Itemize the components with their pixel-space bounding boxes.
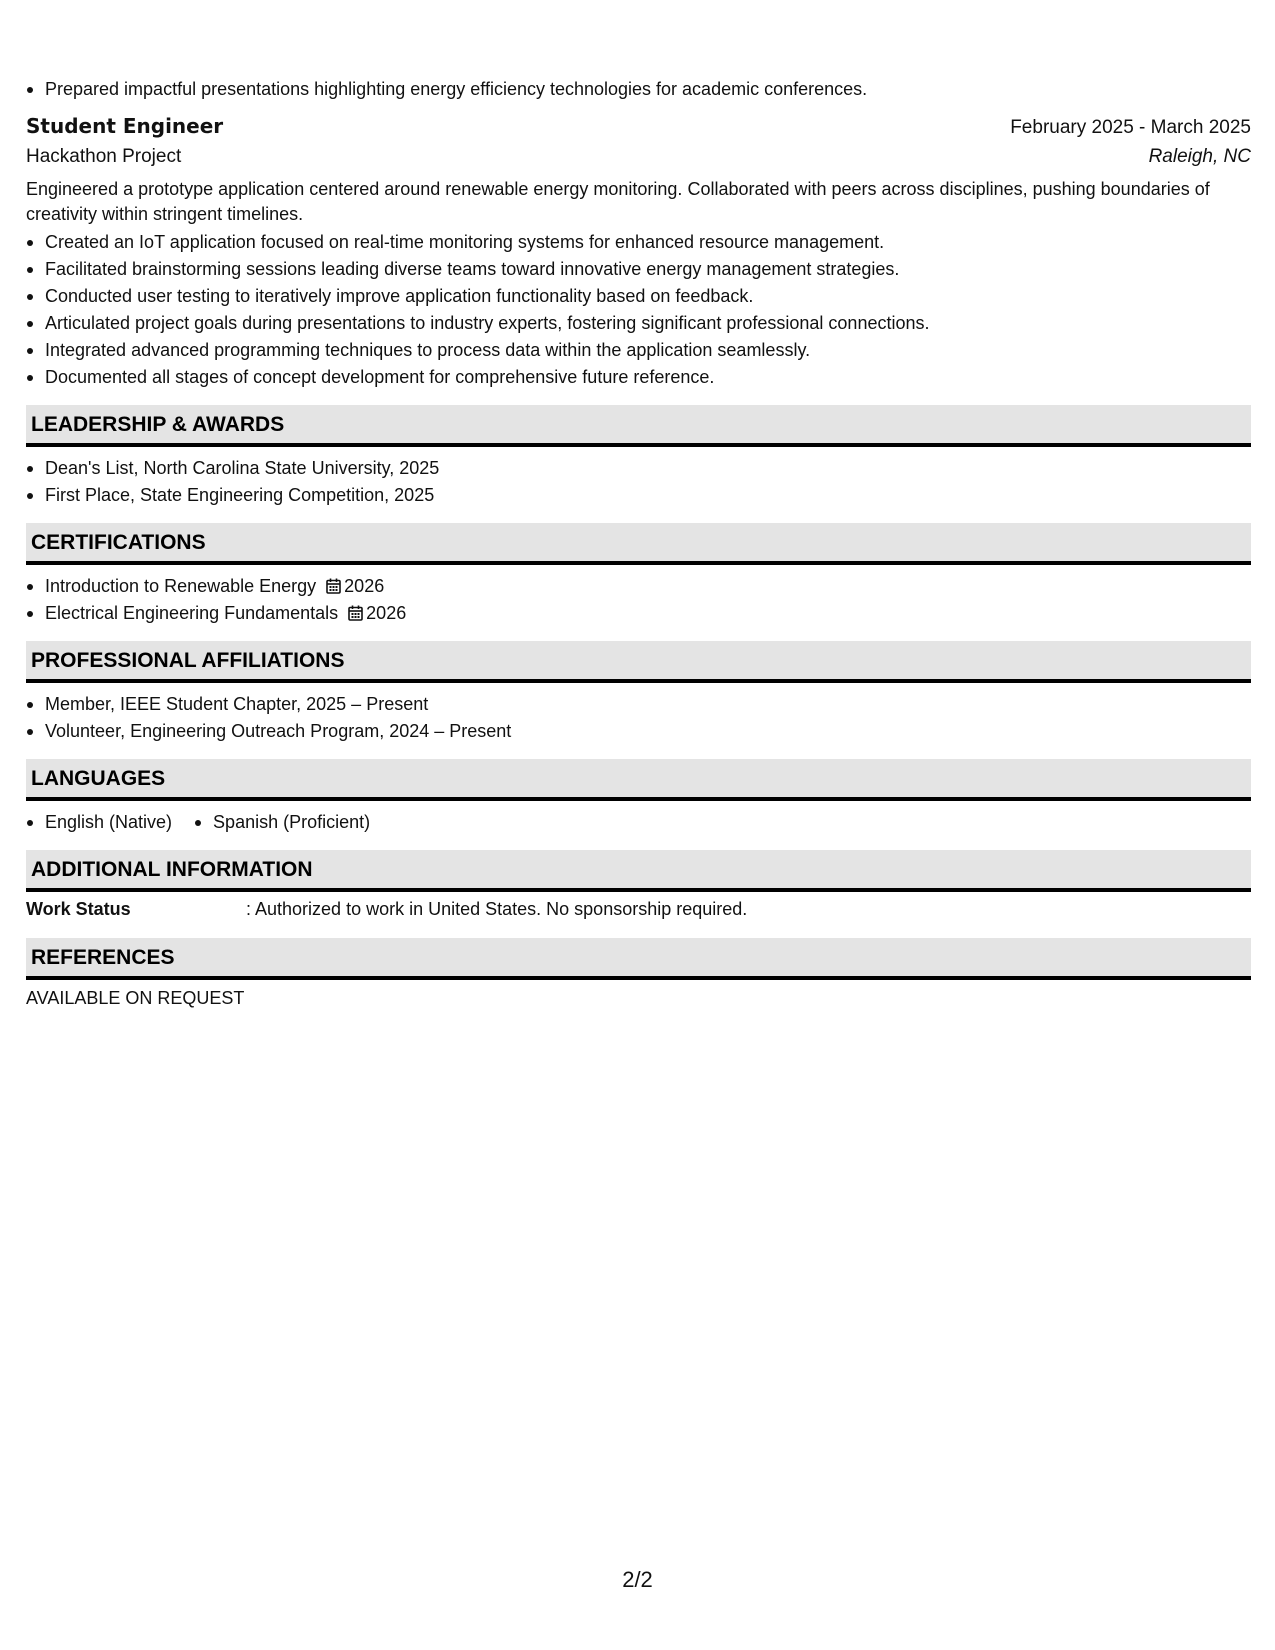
list-item: Prepared impactful presentations highlighting energy efficiency technologies for academic conferences. [26, 76, 1251, 103]
section-title-leadership: LEADERSHIP & AWARDS [26, 405, 1251, 447]
leadership-list [26, 455, 1251, 509]
certification-year: 2026 [344, 576, 385, 596]
list-item: Created an IoT application focused on real-time monitoring systems for enhanced resource management. [26, 229, 1251, 256]
calendar-icon [326, 578, 341, 594]
job-entry [26, 112, 1251, 391]
section-title-references: REFERENCES [26, 938, 1251, 980]
additional-section [26, 850, 1251, 924]
certification-year: 2026 [366, 603, 407, 623]
list-item: Volunteer, Engineering Outreach Program, 2024 – Present [26, 718, 1251, 745]
list-item: Documented all stages of concept development for comprehensive future reference. [26, 364, 1251, 391]
certifications-section [26, 523, 1251, 627]
list-item: Conducted user testing to iteratively improve application functionality based on feedback. [26, 283, 1251, 310]
affiliations-list [26, 691, 1251, 745]
job-organization: Hackathon Project [26, 146, 182, 167]
job-header [26, 112, 1251, 142]
affiliations-section [26, 641, 1251, 745]
work-status-value: : Authorized to work in United States. No sponsorship required. [246, 899, 748, 919]
language-item: English (Native) [26, 809, 172, 836]
list-item: Member, IEEE Student Chapter, 2025 – Present [26, 691, 1251, 718]
language-item: Spanish (Proficient) [194, 809, 370, 836]
references-section [26, 938, 1251, 1011]
list-item: Facilitated brainstorming sessions leading diverse teams toward innovative energy management strategies. [26, 256, 1251, 283]
references-text: AVAILABLE ON REQUEST [26, 988, 245, 1008]
leadership-section [26, 405, 1251, 509]
list-item: Integrated advanced programming techniques to process data within the application seamlessly. [26, 337, 1251, 364]
job-summary: Engineered a prototype application centered around renewable energy monitoring. Collaborated with peers across disciplines, pushing boundaries of creativity within stringent timelines. [26, 179, 1210, 224]
work-status-row [26, 894, 1251, 924]
list-item: Articulated project goals during presentations to industry experts, fostering significant professional connections. [26, 310, 1251, 337]
language-group [26, 809, 172, 836]
language-group [194, 809, 370, 836]
job-bullets [26, 229, 1251, 391]
list-item: First Place, State Engineering Competition, 2025 [26, 482, 1251, 509]
certification-item [26, 573, 1251, 600]
certification-name: Electrical Engineering Fundamentals [45, 603, 339, 623]
section-title-certifications: CERTIFICATIONS [26, 523, 1251, 565]
certifications-list [26, 573, 1251, 627]
section-title-additional: ADDITIONAL INFORMATION [26, 850, 1251, 892]
certification-name: Introduction to Renewable Energy [45, 576, 317, 596]
languages-section [26, 759, 1251, 836]
resume-page [26, 76, 1251, 1011]
certification-item [26, 600, 1251, 627]
job-title: Student Engineer [26, 114, 224, 138]
job-subheader [26, 142, 1251, 172]
section-title-affiliations: PROFESSIONAL AFFILIATIONS [26, 641, 1251, 683]
languages-list [26, 809, 1251, 836]
section-title-languages: LANGUAGES [26, 759, 1251, 801]
list-item: Dean's List, North Carolina State University, 2025 [26, 455, 1251, 482]
job-location: Raleigh, NC [1148, 146, 1251, 167]
page-number: 2/2 [622, 1567, 653, 1592]
job-dates: February 2025 - March 2025 [1010, 117, 1251, 138]
calendar-icon [348, 605, 363, 621]
work-status-label: Work Status [26, 899, 131, 919]
experience-continued-list [26, 76, 1251, 103]
